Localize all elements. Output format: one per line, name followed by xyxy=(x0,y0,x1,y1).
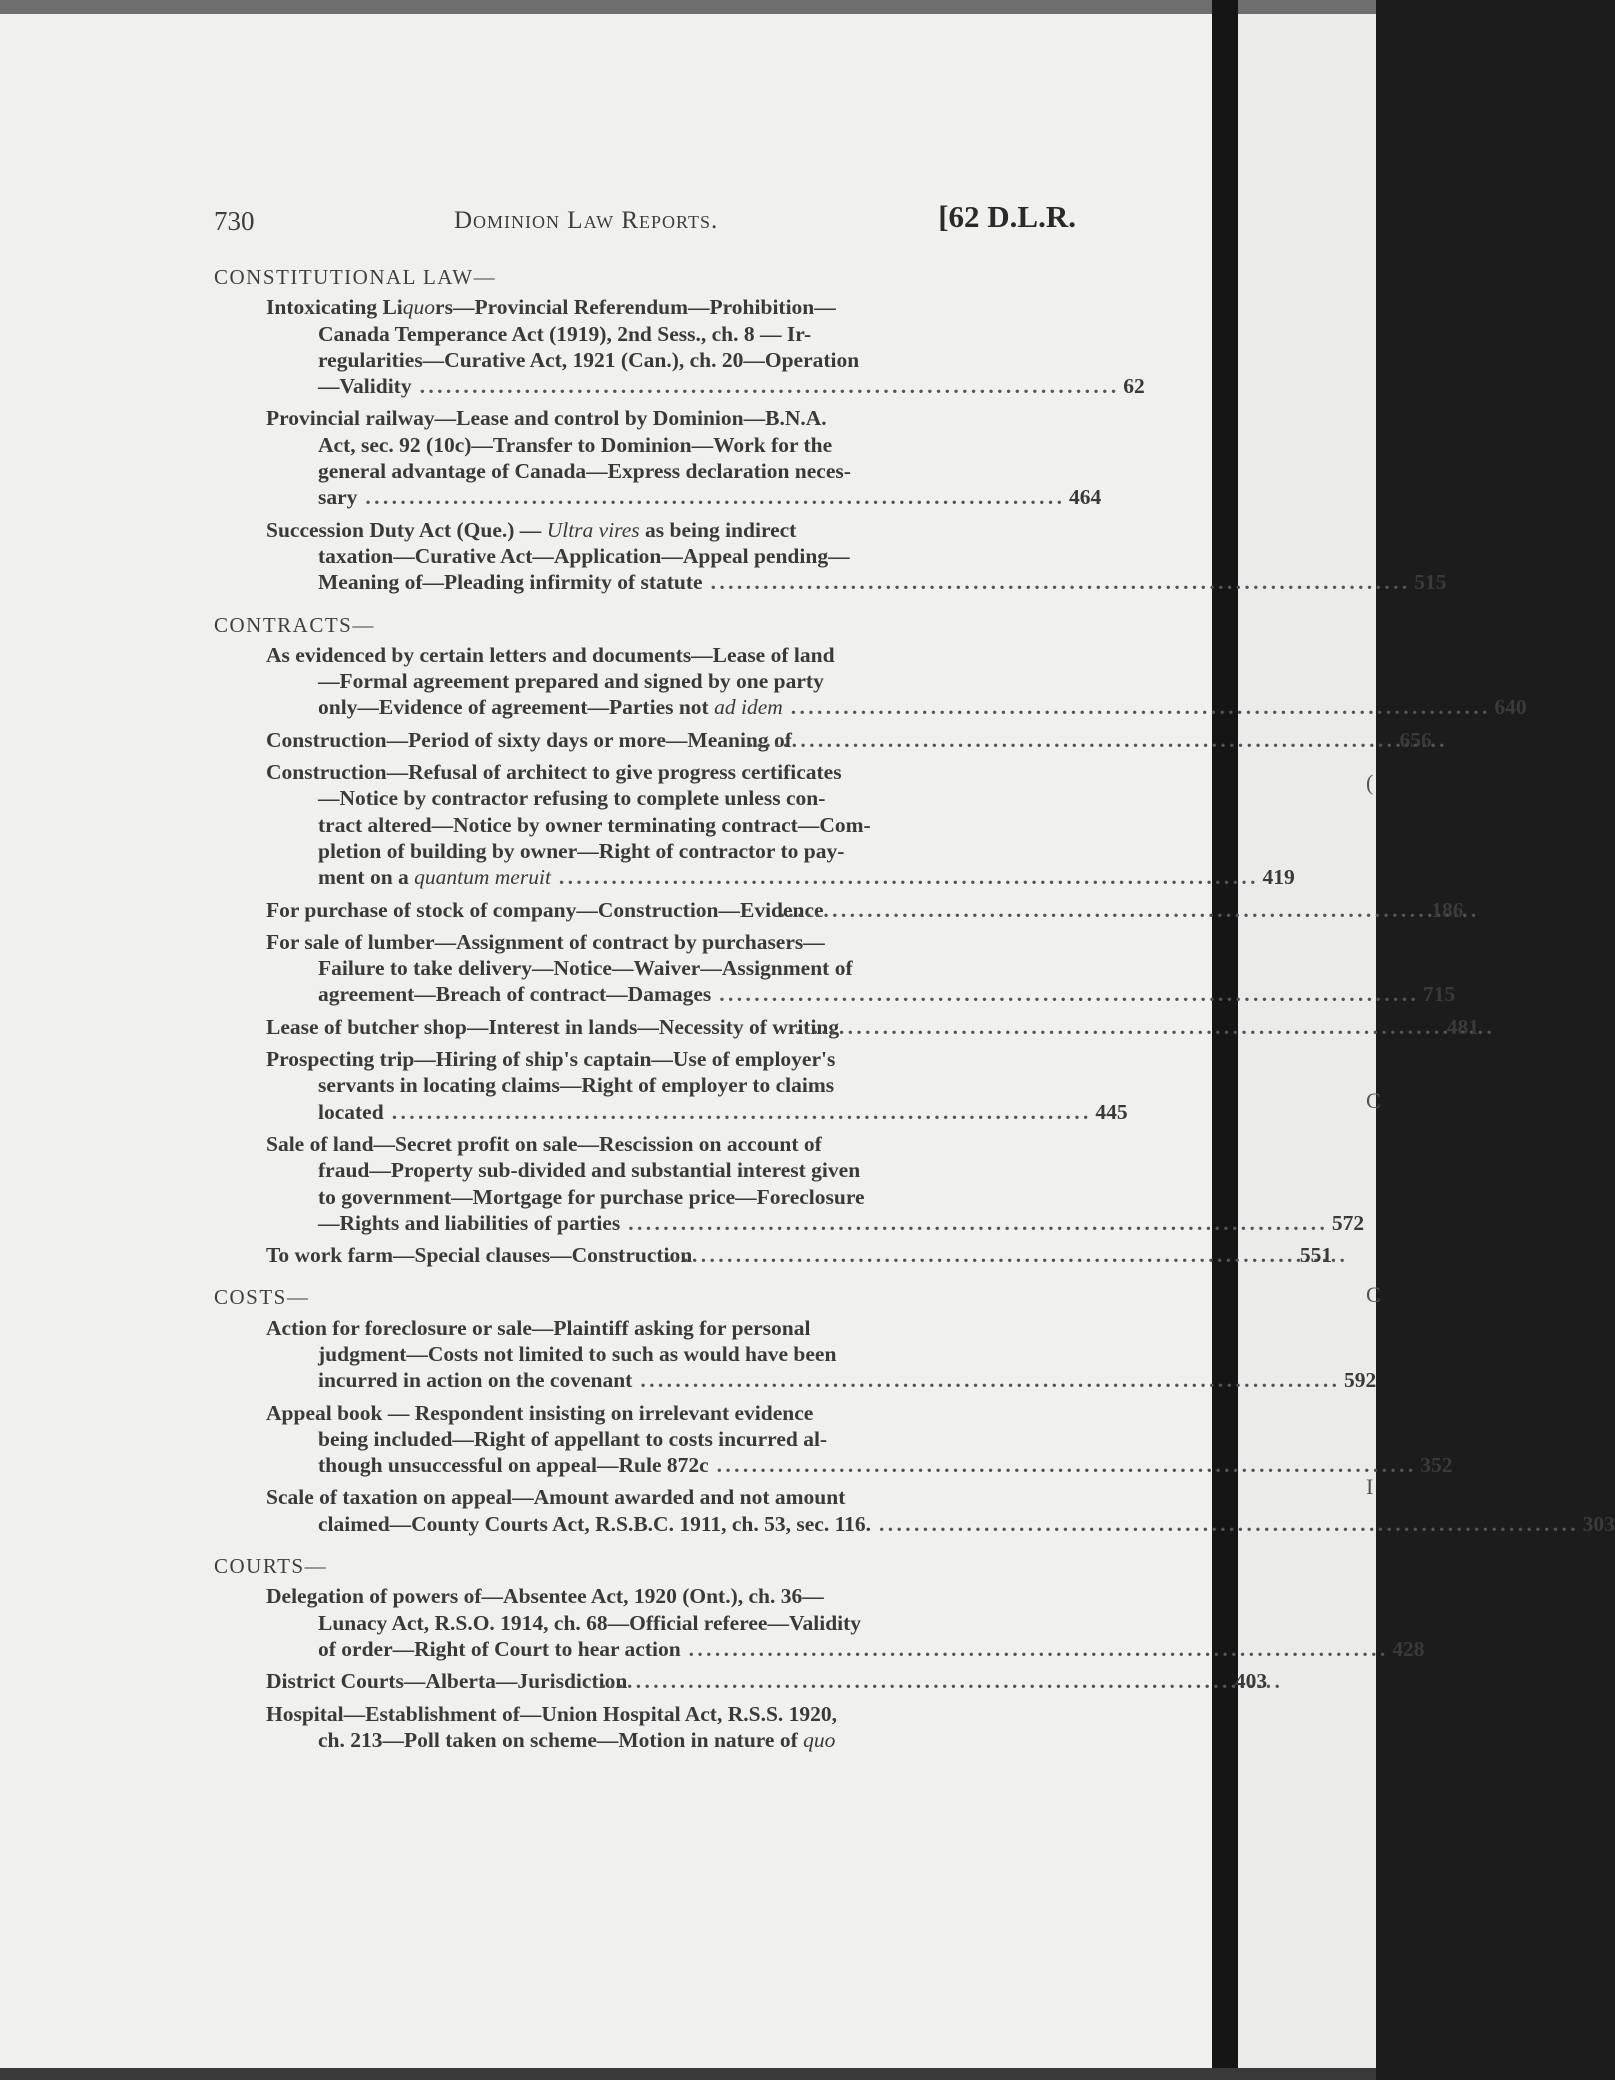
page-number: 730 xyxy=(214,206,255,236)
entry-line: Scale of taxation on appeal—Amount awarded and not amount xyxy=(266,1485,846,1510)
entry-line: Failure to take delivery—Notice—Waiver—Assignment of xyxy=(318,956,853,981)
dot-leader xyxy=(420,373,1116,399)
entry-text: agreement—Breach of contract—Damages xyxy=(318,982,712,1007)
entry-last-line xyxy=(318,981,1456,1007)
page-reference: 352 xyxy=(1420,1453,1453,1478)
page-reference: 62 xyxy=(1123,374,1145,399)
entry-last-line xyxy=(318,1367,1377,1393)
entry-text: To work farm—Special clauses—Construction xyxy=(266,1243,693,1268)
entry-text: Meaning of—Pleading infirmity of statute xyxy=(318,570,703,595)
index-entry xyxy=(266,405,1102,510)
entry-last-line xyxy=(318,1099,1128,1125)
index-entry xyxy=(266,1046,1128,1125)
index-section xyxy=(214,612,1527,1269)
dot-leader xyxy=(832,897,1476,923)
entry-text: ment on a quantum meruit xyxy=(318,865,551,890)
dot-leader xyxy=(700,1242,1344,1268)
facing-page-edge xyxy=(1238,14,1376,2068)
entry-text: District Courts—Alberta—Jurisdiction xyxy=(266,1669,628,1694)
dot-leader xyxy=(635,1668,1279,1694)
entry-line: —Formal agreement prepared and signed by one party xyxy=(318,669,824,694)
entry-last-line xyxy=(318,373,1145,399)
volume-reference: [62 D.L.R. xyxy=(938,199,1076,234)
facing-page-letter: C xyxy=(1366,1088,1381,1113)
index-content xyxy=(214,198,1615,1769)
entry-last-line xyxy=(318,1210,1365,1236)
index-entry xyxy=(266,1242,1076,1268)
entry-line: For sale of lumber—Assignment of contract by purchasers— xyxy=(266,929,825,954)
page-reference: 303 xyxy=(1582,1511,1615,1536)
dot-leader xyxy=(365,484,1061,510)
entry-last-line xyxy=(318,1511,1615,1537)
index-sections xyxy=(214,264,1615,1753)
page-reference: 715 xyxy=(1422,982,1456,1007)
dot-leader xyxy=(800,727,1444,753)
entry-line: pletion of building by owner—Right of contractor to pay- xyxy=(318,838,845,863)
dot-leader xyxy=(689,1636,1385,1662)
index-entry xyxy=(266,1701,1076,1754)
entry-text: though unsuccessful on appeal—Rule 872c xyxy=(318,1453,709,1478)
entry-line: to government—Mortgage for purchase price—Foreclosure xyxy=(318,1184,865,1209)
dot-leader xyxy=(711,569,1407,595)
section-heading: COSTS— xyxy=(214,1285,310,1310)
entry-line: servants in locating claims—Right of employer to claims xyxy=(318,1073,835,1098)
page-reference: 428 xyxy=(1392,1636,1425,1661)
entry-line: being included—Right of appellant to costs incurred al- xyxy=(318,1426,828,1451)
entry-line: Prospecting trip—Hiring of ship's captain—Use of employer's xyxy=(266,1047,836,1072)
entry-last-line xyxy=(318,1636,1425,1662)
entry-line: Succession Duty Act (Que.) — Ultra vires as being indirect xyxy=(266,517,797,542)
entry-line: Hospital—Establishment of—Union Hospital Act, R.S.S. 1920, xyxy=(266,1701,838,1726)
section-heading: CONSTITUTIONAL LAW— xyxy=(214,265,497,289)
index-entry xyxy=(266,1131,1365,1236)
index-entry xyxy=(266,517,1447,596)
entry-last-line xyxy=(318,1452,1453,1478)
entry-line: Intoxicating Liquors—Provincial Referendum—Prohibition— xyxy=(266,295,836,320)
index-entry xyxy=(266,1315,1377,1394)
entry-line: tract altered—Notice by owner terminating contract—Com- xyxy=(318,812,871,837)
entry-last-line: For purchase of stock of company—Construction—Evidence . . . 186 xyxy=(318,897,1076,923)
entry-last-line xyxy=(318,694,1527,720)
entry-last-line: Construction—Period of sixty days or more—Meaning of . . . 656 xyxy=(318,727,1076,753)
index-section xyxy=(214,1553,1425,1753)
entry-text: incurred in action on the covenant xyxy=(318,1368,633,1393)
page-reference: 572 xyxy=(1331,1210,1365,1235)
index-entry xyxy=(266,294,1145,399)
page-header xyxy=(214,198,1076,238)
dot-leader xyxy=(392,1099,1088,1125)
page-reference: 592 xyxy=(1343,1368,1377,1393)
entry-line: Canada Temperance Act (1919), 2nd Sess., ch. 8 — Ir- xyxy=(318,321,812,346)
entry-line: Action for foreclosure or sale—Plaintiff asking for personal xyxy=(266,1315,811,1340)
entry-last-line: Lease of butcher shop—Interest in lands—Necessity of writing . . . 481 xyxy=(318,1014,1076,1040)
index-entry xyxy=(266,1400,1453,1479)
section-heading: CONTRACTS— xyxy=(214,612,375,637)
dot-leader xyxy=(879,1511,1575,1537)
entry-text: only—Evidence of agreement—Parties not ad idem xyxy=(318,695,783,720)
entry-text: sary xyxy=(318,485,358,510)
page-reference: 419 xyxy=(1262,865,1295,890)
scan-top-edge xyxy=(0,0,1376,14)
dot-leader xyxy=(791,694,1487,720)
entry-text: Construction—Period of sixty days or more—Meaning of xyxy=(266,727,792,752)
entry-text: For purchase of stock of company—Construction—Evidence xyxy=(266,897,824,922)
index-entry xyxy=(266,1668,1076,1694)
index-entry xyxy=(266,1484,1615,1537)
index-entry xyxy=(266,1583,1425,1662)
dot-leader xyxy=(559,864,1255,890)
entry-line: ch. 213—Poll taken on scheme—Motion in nature of quo xyxy=(318,1727,836,1752)
entry-line: Provincial railway—Lease and control by Dominion—B.N.A. xyxy=(266,406,827,431)
page-reference: 640 xyxy=(1494,695,1527,720)
entry-line: Act, sec. 92 (10c)—Transfer to Dominion—Work for the xyxy=(318,432,833,457)
entry-last-line xyxy=(318,569,1447,595)
index-entry xyxy=(266,727,1432,753)
page-reference: 445 xyxy=(1095,1099,1128,1124)
entry-text: —Validity xyxy=(318,374,412,399)
page-reference: 464 xyxy=(1069,485,1102,510)
dot-leader xyxy=(640,1367,1336,1393)
entry-text: located xyxy=(318,1099,384,1124)
entry-line: taxation—Curative Act—Application—Appeal pending— xyxy=(318,543,850,568)
section-heading: COURTS— xyxy=(214,1554,328,1579)
entry-last-line xyxy=(266,1668,1076,1694)
index-entry xyxy=(266,929,1456,1008)
dot-leader xyxy=(847,1014,1491,1040)
entry-last-line xyxy=(318,864,1295,890)
entry-line: Sale of land—Secret profit on sale—Rescission on account of xyxy=(266,1131,822,1156)
dot-leader xyxy=(719,981,1415,1007)
index-entry xyxy=(266,759,1295,890)
entry-line: fraud—Property sub-divided and substantial interest given xyxy=(318,1158,861,1183)
index-section xyxy=(214,1284,1615,1537)
dot-leader xyxy=(717,1452,1413,1478)
entry-text: of order—Right of Court to hear action xyxy=(318,1636,681,1661)
entry-line: As evidenced by certain letters and documents—Lease of land xyxy=(266,642,835,667)
entry-text: —Rights and liabilities of parties xyxy=(318,1210,621,1235)
entry-last-line xyxy=(318,484,1102,510)
entry-text: Lease of butcher shop—Interest in lands—Necessity of writing xyxy=(266,1014,840,1039)
entry-last-line xyxy=(266,1242,1076,1268)
entry-line: Lunacy Act, R.S.O. 1914, ch. 68—Official referee—Validity xyxy=(318,1610,862,1635)
entry-text: claimed—County Courts Act, R.S.B.C. 1911, ch. 53, sec. 116. xyxy=(318,1511,872,1536)
facing-page-letter: C xyxy=(1366,1282,1381,1307)
entry-line: general advantage of Canada—Express declaration neces- xyxy=(318,459,851,484)
dot-leader xyxy=(628,1210,1324,1236)
entry-line: —Notice by contractor refusing to complete unless con- xyxy=(318,786,826,811)
entry-line: Appeal book — Respondent insisting on irrelevant evidence xyxy=(266,1400,814,1425)
index-entry xyxy=(266,642,1527,721)
entry-line: judgment—Costs not limited to such as would have been xyxy=(318,1341,837,1366)
facing-page-letter: I xyxy=(1366,1474,1374,1499)
index-section xyxy=(214,264,1447,596)
running-title: Dominion Law Reports. xyxy=(454,207,719,234)
index-entry xyxy=(266,897,1464,923)
index-entry xyxy=(266,1014,1480,1040)
facing-page-letter: ( xyxy=(1366,770,1374,795)
scan-bottom-edge xyxy=(0,2068,1376,2080)
entry-line: Delegation of powers of—Absentee Act, 1920 (Ont.), ch. 36— xyxy=(266,1584,824,1609)
entry-line: regularities—Curative Act, 1921 (Can.), ch. 20—Operation xyxy=(318,347,860,372)
page-reference: 515 xyxy=(1414,570,1447,595)
entry-line: Construction—Refusal of architect to give progress certificates xyxy=(266,760,842,785)
